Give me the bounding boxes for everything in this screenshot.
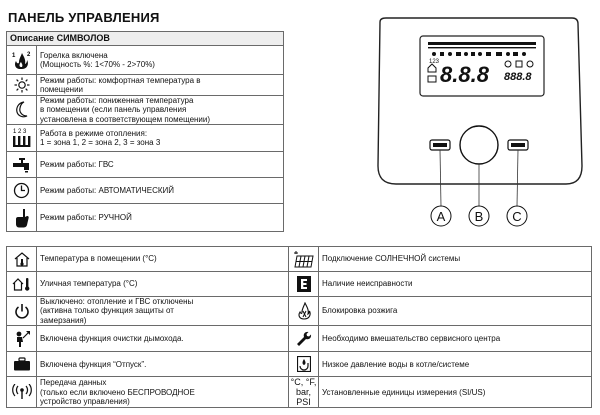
units-label: °C, °F, bar, PSI (289, 377, 319, 408)
table-row (7, 377, 592, 408)
wrench-icon (289, 326, 319, 352)
table-row (7, 178, 284, 204)
house-thermometer-icon (7, 247, 37, 272)
table-row (7, 247, 592, 272)
callout-c-label: C (512, 209, 522, 224)
symbols-table (6, 31, 284, 232)
low-pressure-icon (289, 352, 319, 377)
symbol-description: Необходимо вмешательство сервисного центра (319, 326, 592, 352)
page-title: ПАНЕЛЬ УПРАВЛЕНИЯ (8, 10, 160, 25)
symbol-description: Передача данных (только если включено БЕСПРОВОДНОЕ устройство управления) (37, 377, 289, 408)
table-row (7, 46, 284, 75)
burner-flame-icon (7, 46, 37, 75)
outdoor-thermometer-icon (7, 272, 37, 297)
suitcase-icon (7, 352, 37, 377)
symbol-description: Режим работы: АВТОМАТИЧЕСКИЙ (37, 178, 284, 204)
sun-icon (7, 75, 37, 96)
control-panel-illustration (366, 16, 592, 246)
table-row (7, 272, 592, 297)
symbol-description: Режим работы: пониженная температура в помещении (если панель управления установлена в соответствующем помещении) (37, 96, 284, 125)
callout-a-label: A (436, 209, 446, 224)
symbol-description: Режим работы: комфортная температура в помещении (37, 75, 284, 96)
symbol-description: Включена функция очистки дымохода. (37, 326, 289, 352)
symbol-description: Установленные единицы измерения (SI/US) (319, 377, 592, 408)
moon-icon (7, 96, 37, 125)
symbol-description: Работа в режиме отопления: 1 = зона 1, 2 = зона 2, 3 = зона 3 (37, 125, 284, 152)
symbol-description: Наличие неисправности (319, 272, 592, 297)
flame-lock-icon (289, 297, 319, 326)
power-icon (7, 297, 37, 326)
error-e-icon (289, 272, 319, 297)
symbol-description: Температура в помещении (°C) (37, 247, 289, 272)
symbol-description: Низкое давление воды в котле/системе (319, 352, 592, 377)
symbol-description: Режим работы: РУЧНОЙ (37, 204, 284, 232)
symbol-description: Уличная температура (°C) (37, 272, 289, 297)
symbol-description: Подключение СОЛНЕЧНОЙ системы (319, 247, 592, 272)
lcd-zones: 123 (429, 59, 440, 65)
svg-text:1 2 3: 1 2 3 (12, 129, 26, 136)
clock-icon (7, 178, 37, 204)
table-row (7, 352, 592, 377)
status-symbols-table (6, 246, 592, 408)
symbol-description: Включена функция “Отпуск”. (37, 352, 289, 377)
solar-panel-icon (289, 247, 319, 272)
lcd-main-digits: 8.8.8 (440, 62, 489, 87)
table-row (7, 326, 592, 352)
table-row (7, 297, 592, 326)
radiator-zones-icon (7, 125, 37, 152)
tap-icon (7, 152, 37, 178)
wireless-icon (7, 377, 37, 408)
symbol-description: Горелка включена (Мощность %: 1<70% - 2>70%) (37, 46, 284, 75)
svg-text:2: 2 (26, 52, 30, 58)
lcd-secondary-digits: 888.8 (504, 71, 532, 83)
symbol-description: Выключено: отопление и ГВС отключены (активна только функция защиты от замерзания) (37, 297, 289, 326)
hand-icon (7, 204, 37, 232)
symbol-description: Режим работы: ГВС (37, 152, 284, 178)
callout-b-label: B (474, 209, 484, 224)
svg-text:1: 1 (11, 53, 15, 59)
table-row (7, 96, 284, 125)
chimney-sweep-icon (7, 326, 37, 352)
table-header: Описание СИМВОЛОВ (7, 32, 284, 46)
table-row (7, 125, 284, 152)
symbol-description: Блокировка розжига (319, 297, 592, 326)
table-row (7, 75, 284, 96)
table-row (7, 152, 284, 178)
table-row (7, 204, 284, 232)
rotary-knob-b[interactable] (460, 126, 498, 164)
